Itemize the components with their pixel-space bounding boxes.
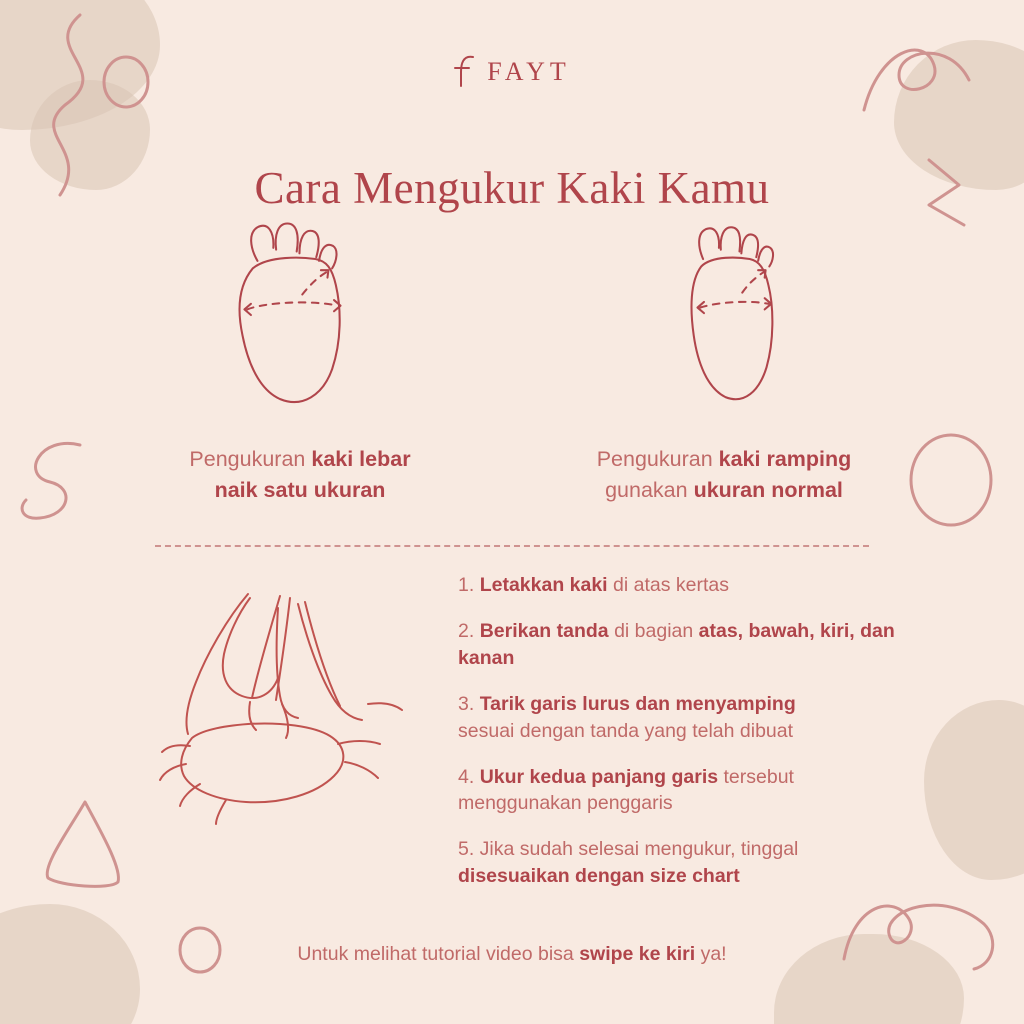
- step-number: 4.: [458, 765, 475, 788]
- caption-lead: Pengukuran: [189, 447, 312, 471]
- step-bold: Tarik garis lurus dan menyamping: [479, 692, 796, 715]
- caption-strong: naik satu ukuran: [214, 478, 386, 503]
- brand-logo: [0, 52, 1024, 92]
- list-item: [458, 691, 898, 745]
- step-bold: Ukur kedua panjang garis: [479, 765, 719, 788]
- steps-list: [458, 572, 898, 909]
- caption-narrow-foot: [549, 444, 899, 506]
- step-text: Jika sudah selesai mengukur, tinggal: [474, 838, 799, 861]
- foot-diagrams: [0, 205, 1024, 425]
- step-text: di bagian: [608, 619, 699, 642]
- page-title: Cara Mengukur Kaki Kamu: [254, 163, 770, 214]
- caption-strong: kaki lebar: [311, 447, 411, 471]
- step-number: 2.: [458, 619, 475, 642]
- hand-tracing-foot-illustration-icon: [130, 578, 420, 828]
- step-text: menggunakan penggaris: [458, 792, 673, 815]
- caption-wide-foot: [125, 444, 475, 506]
- step-bold: disesuaikan dengan size chart: [458, 865, 740, 888]
- step-number: 1.: [458, 574, 475, 596]
- step-bold: Letakkan kaki: [479, 574, 608, 596]
- triangle-doodle-icon: [30, 790, 140, 900]
- step-bold: atas, bawah, kiri, dan kanan: [458, 619, 895, 669]
- caption-lead: Pengukuran: [596, 447, 719, 471]
- step-bold: Berikan tanda: [479, 619, 609, 642]
- caption-strong: kaki ramping: [718, 447, 852, 471]
- dashed-divider: [155, 545, 869, 547]
- step-text: tersebut: [718, 765, 794, 788]
- wide-foot-outline-icon: [222, 205, 362, 425]
- step-number: 5.: [458, 838, 475, 861]
- brand-name: FAYT: [487, 57, 571, 86]
- caption-mid: gunakan: [605, 478, 694, 503]
- footer-strong: swipe ke kiri: [579, 943, 696, 965]
- list-item: [458, 764, 898, 818]
- fayt-f-monogram-icon: [453, 52, 479, 92]
- caption-strong: ukuran normal: [693, 478, 843, 503]
- list-item: [458, 836, 898, 890]
- decorative-blob: [924, 700, 1024, 880]
- footer-note: [0, 943, 1024, 966]
- diagram-captions: [0, 444, 1024, 506]
- step-number: 3.: [458, 692, 475, 715]
- narrow-foot-outline-icon: [662, 205, 802, 425]
- step-text: di atas kertas: [607, 574, 729, 596]
- list-item: [458, 572, 898, 599]
- step-text: sesuai dengan tanda yang telah dibuat: [458, 719, 794, 742]
- footer-lead: Untuk melihat tutorial video bisa: [297, 943, 580, 965]
- list-item: [458, 618, 898, 672]
- footer-tail: ya!: [695, 943, 727, 965]
